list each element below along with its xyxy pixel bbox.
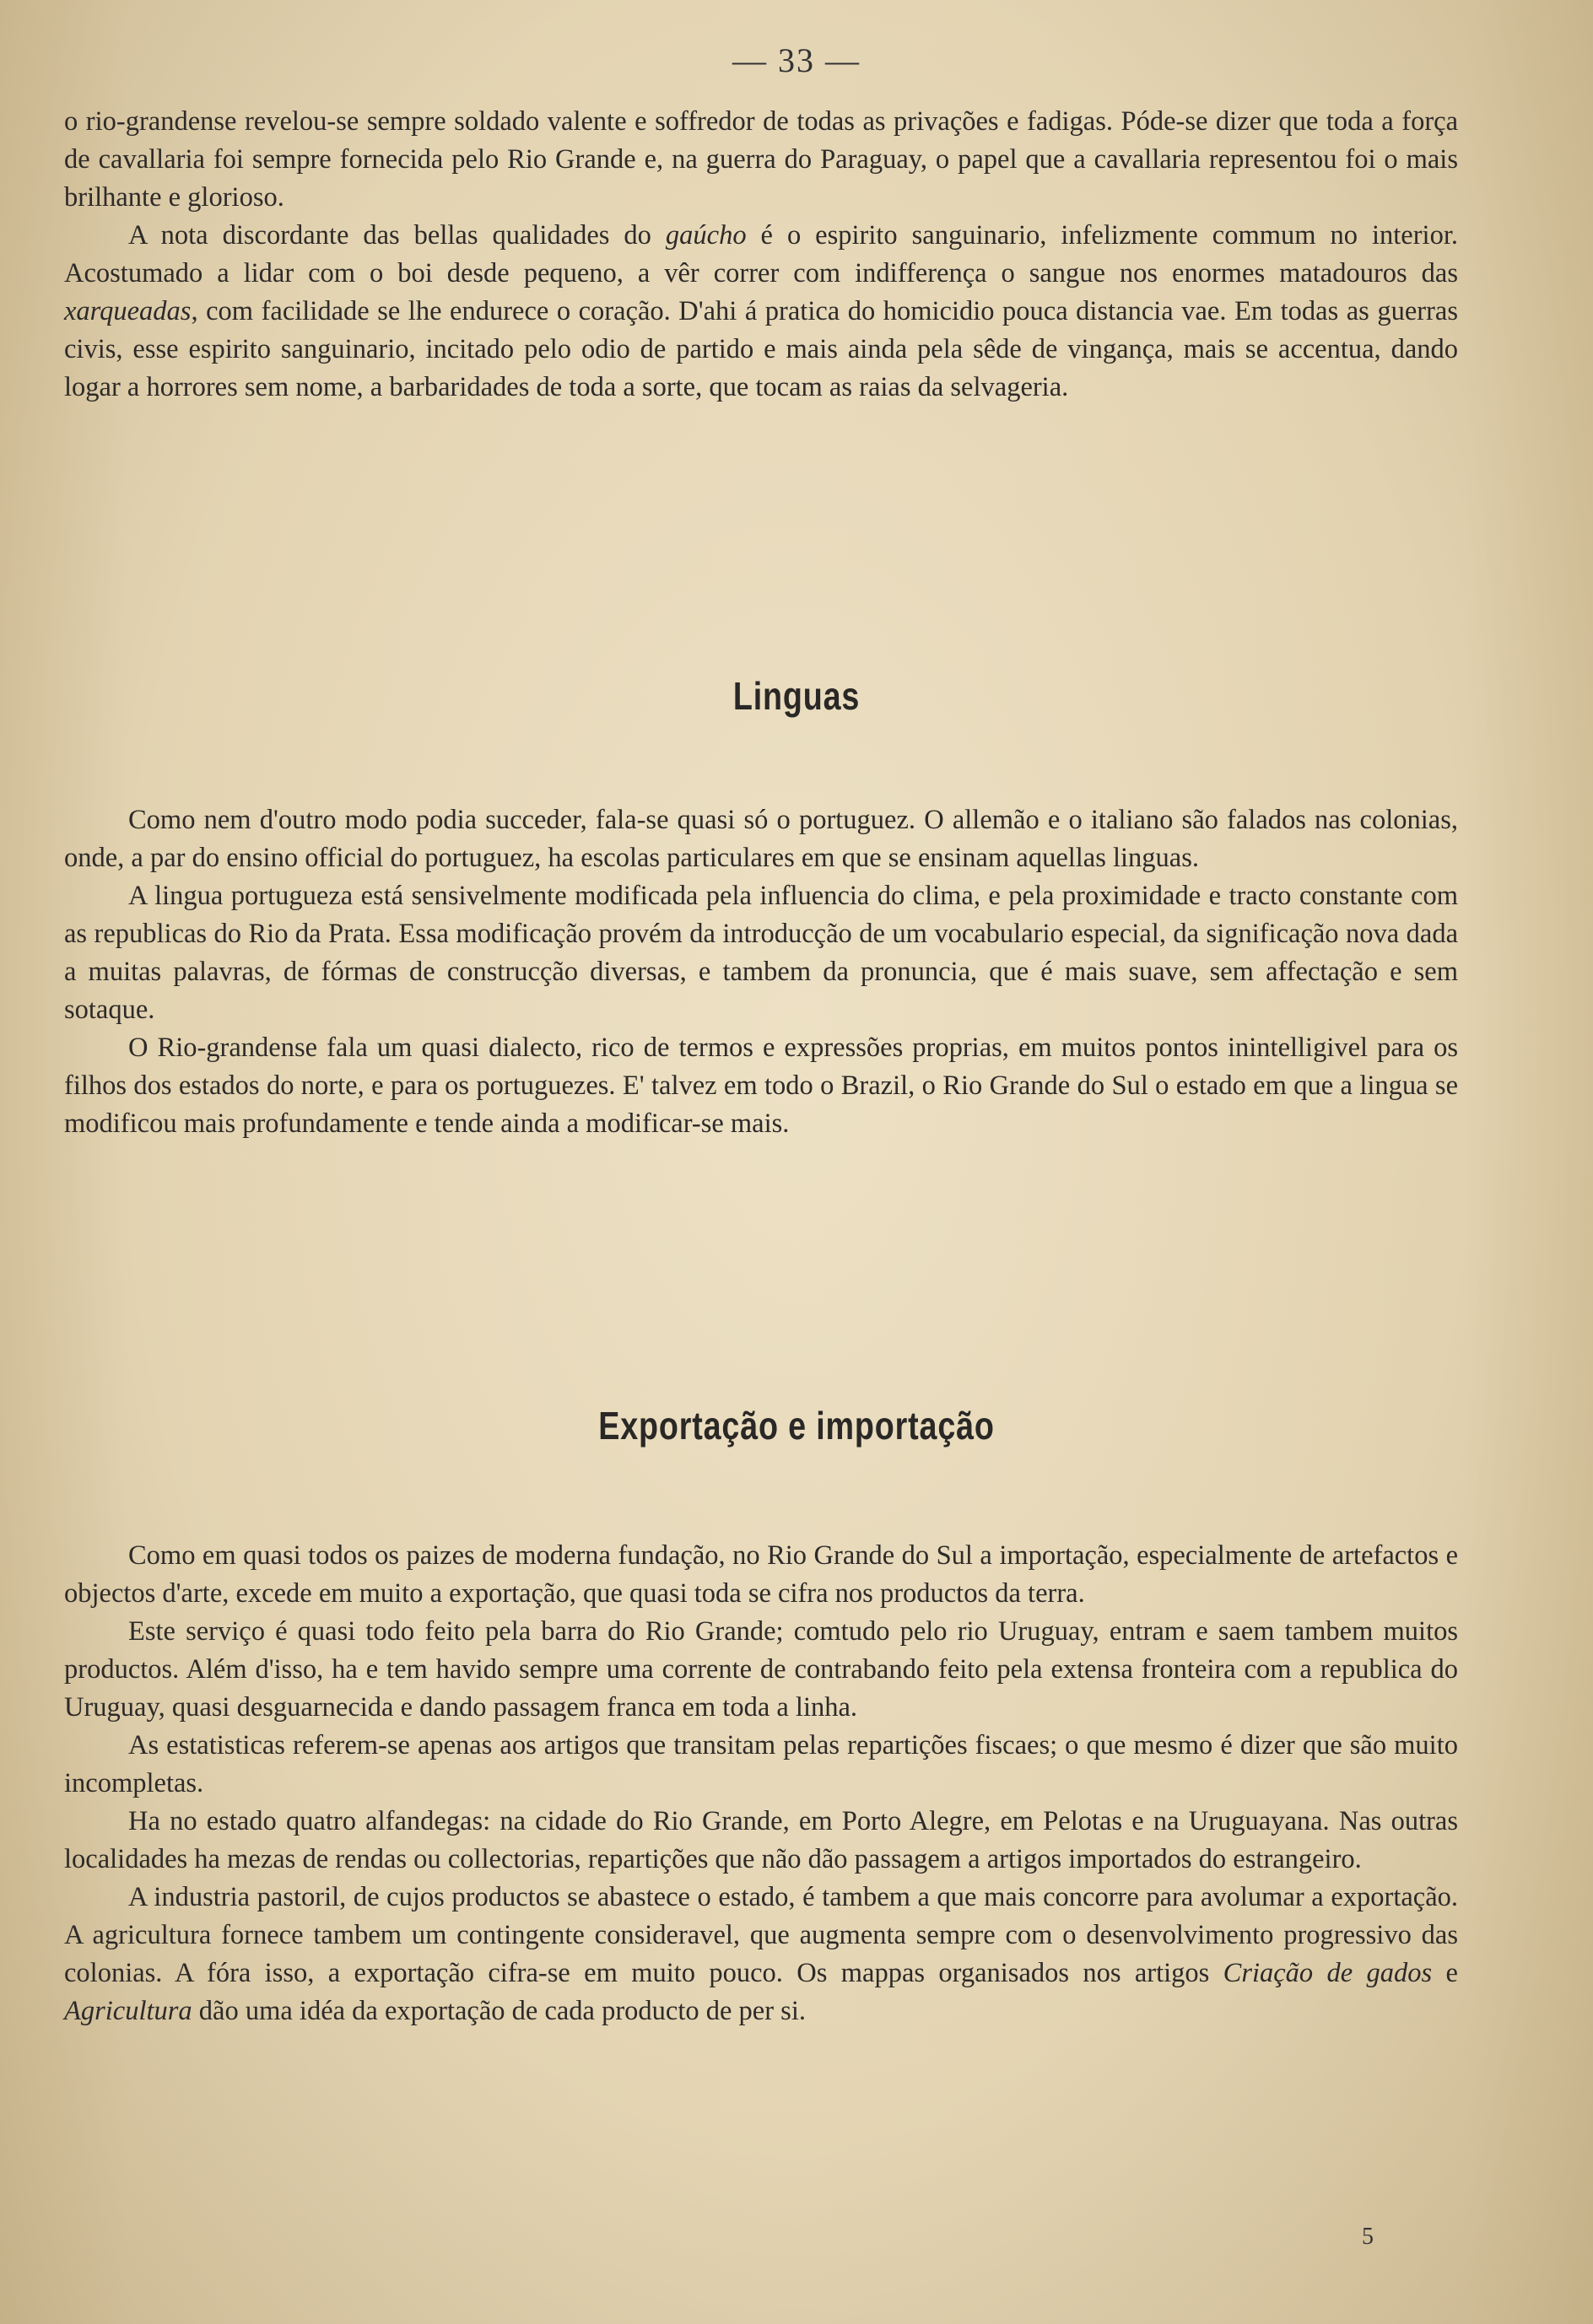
paragraph: Ha no estado quatro alfandegas: na cidade do Rio Grande, em Porto Alegre, em Pelotas e na Uruguayana. Nas outras localidades ha mezas de rendas ou collectorias, repartições que não dão passagem a artigos importados do estrangeiro. <box>64 1806 1458 1874</box>
italic-agricultura: Agricultura <box>64 1996 192 2026</box>
italic-gaucho: gaúcho <box>665 220 747 251</box>
paragraph: Como em quasi todos os paizes de moderna fundação, no Rio Grande do Sul a importação, especialmente de artefactos e objectos d'arte, excede em muito a exportação, que quasi toda se cifra nos productos da terra. <box>64 1540 1458 1609</box>
paragraph: Este serviço é quasi todo feito pela barra do Rio Grande; comtudo pelo rio Uruguay, entram e saem tambem muitos productos. Além d'isso, ha e tem havido sempre uma corrente de contrabando feito pela extensa fronteira com a republica do Uruguay, quasi desguarnecida e dando passagem franca em toda a linha. <box>64 1616 1458 1723</box>
heading-linguas: Linguas <box>732 674 861 718</box>
text-run: e <box>1432 1958 1458 1988</box>
intro-section <box>64 103 1458 407</box>
paragraph: As estatisticas referem-se apenas aos artigos que transitam pelas repartições fiscaes; o que mesmo é dizer que são muito incompletas. <box>64 1730 1458 1798</box>
text-run: dão uma idéa da exportação de cada producto de per si. <box>192 1996 806 2026</box>
exportacao-section <box>64 1537 1458 2030</box>
heading-exportacao: Exportação e importação <box>598 1404 995 1448</box>
paragraph: Como nem d'outro modo podia succeder, fala-se quasi só o portuguez. O allemão e o italiano são falados nas colonias, onde, a par do ensino official do portuguez, ha escolas particulares em que se ensinam aquellas linguas. <box>64 805 1458 873</box>
page-number: — 33 — <box>732 41 861 79</box>
paragraph: o rio-grandense revelou-se sempre soldado valente e soffredor de todas as privações e fadigas. Póde-se dizer que toda a força de cavallaria foi sempre fornecida pelo Rio Grande e, na guerra do Paraguay, o papel que a cavallaria representou foi o mais brilhante e glorioso. <box>64 106 1458 213</box>
italic-xarqueadas: xarqueadas <box>64 296 192 326</box>
text-run: A industria pastoril, de cujos productos se abastece o estado, é tambem a que mais concorre para avolumar a exportação. A agricultura fornece tambem um contingente consideravel, que augmenta sempre com o desenvolvimento progressivo das colonias. A fóra isso, a exportação cifra-se em muito pouco. Os mappas organisados nos artigos <box>64 1882 1458 1988</box>
linguas-section <box>64 801 1458 1143</box>
paragraph-last <box>64 1879 1458 2030</box>
paragraph: O Rio-grandense fala um quasi dialecto, rico de termos e expressões proprias, em muitos pontos inintelligivel para os filhos dos estados do norte, e para os portuguezes. E' talvez em todo o Brazil, o Rio Grande do Sul o estado em que a lingua se modificou mais profundamente e tende ainda a modificar-se mais. <box>64 1033 1458 1139</box>
folio-mark: 5 <box>1362 2224 1374 2250</box>
paragraph-gaucho: A nota discordante das bellas qualidades do gaúcho é o espirito sanguinario, infelizmente commum no interior. Acostumado a lidar com o boi desde pequeno, a vêr correr com indifferença o sangue nos enormes matadouros das xarqueadas, com facilidade se lhe endurece o coração. D'ahi á pratica do homicidio pouca distancia vae. Em todas as guerras civis, esse espirito sanguinario, incitado pelo odio de partido e mais ainda pela sêde de vingança, mais se accentua, dando logar a horrores sem nome, a barbaridades de toda a sorte, que tocam as raias da selvageria. <box>64 220 1458 402</box>
paragraph: A lingua portugueza está sensivelmente modificada pela influencia do clima, e pela proximidade e tracto constante com as republicas do Rio da Prata. Essa modificação provém da introducção de um vocabulario especial, da significação nova dada a muitas palavras, de fórmas de construcção diversas, e tambem da pronuncia, que é mais suave, sem affectação e sem sotaque. <box>64 881 1458 1025</box>
italic-criacao-de-gados: Criação de gados <box>1223 1958 1433 1988</box>
